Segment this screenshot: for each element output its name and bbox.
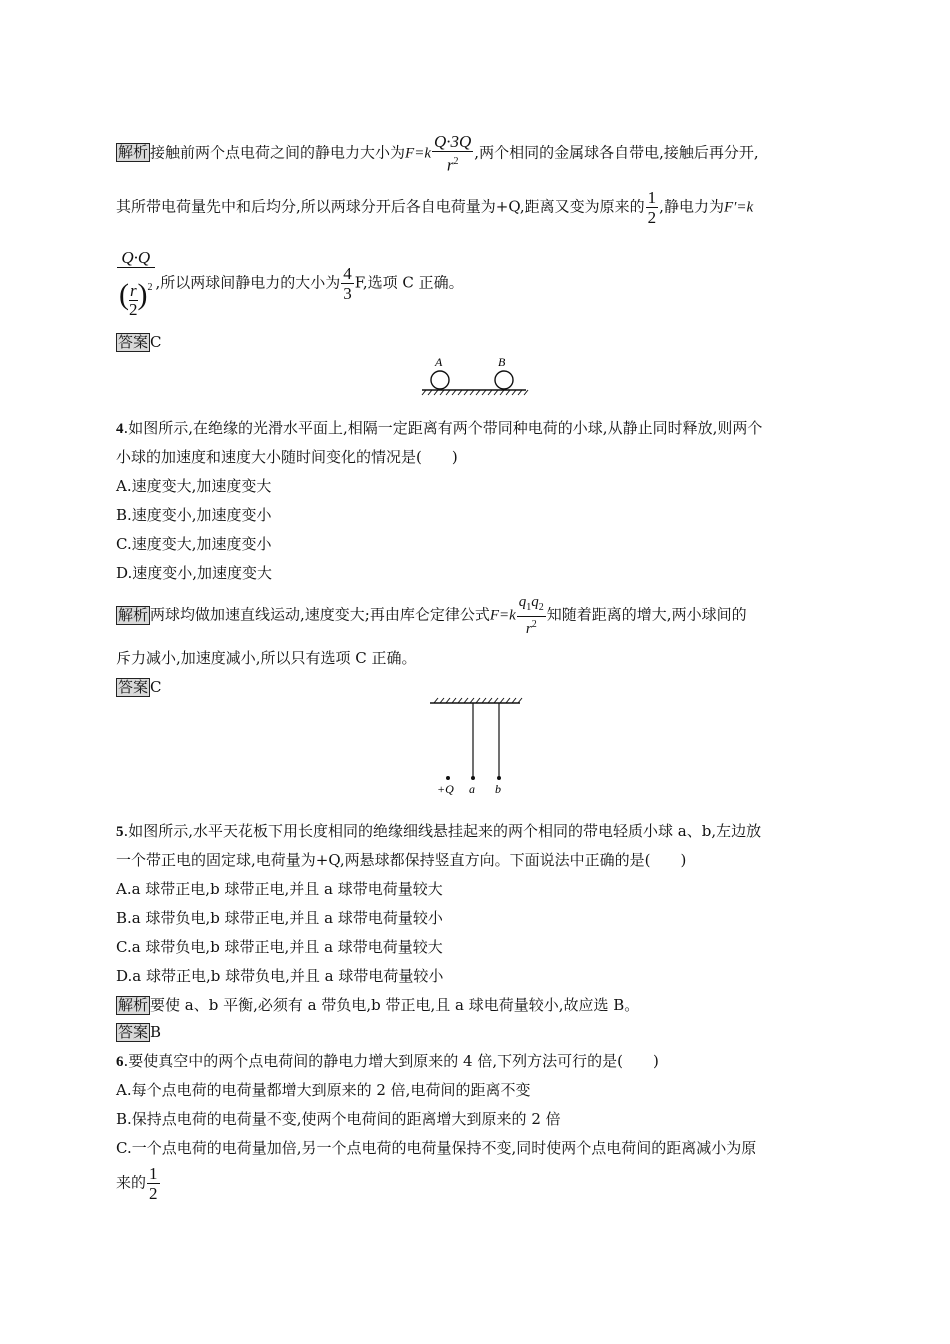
q5-option-b: B.a 球带负电,b 球带正电,并且 a 球带电荷量较小: [116, 909, 443, 927]
answer-label: 答案: [118, 678, 149, 696]
q5-answer: [116, 1022, 161, 1042]
q4-analysis-line2: 斥力减小,加速度减小,所以只有选项 C 正确。: [116, 649, 417, 667]
q3-analysis-line3: Q·Q ( $\frac{r}{2}$ )$^2$ ,所以两球间静电力的大小为 $\frac{4}{3}$ F,选项 C 正确。: [119, 248, 464, 319]
analysis-label: 解析: [118, 143, 149, 162]
answer-value: C: [150, 333, 162, 351]
q4-answer: [116, 677, 162, 697]
q4-stem-line2: 小球的加速度和速度大小随时间变化的情况是( ): [116, 448, 458, 466]
answer-label: 答案: [118, 1023, 149, 1041]
coulomb-fraction-half-distance: Q·Q ( $\frac{r}{2}$ )$^2$: [119, 248, 153, 319]
figure-two-balls: [418, 352, 530, 396]
four-thirds-fraction: $\frac{4}{3}$: [343, 264, 352, 303]
label-b: B: [498, 355, 506, 369]
q6-option-c-line2: 来的 $\frac{1}{2}$: [116, 1164, 158, 1203]
coulomb-fraction: $\frac{Q\cdot 3Q}{r^2}$: [433, 132, 472, 175]
q4-analysis-line1: 解析 两球均做加速直线运动,速度变大;再由库仑定律公式F=k $\frac{q_1q_2}{r^2}$ 知随着距离的增大,两小球间的: [118, 594, 747, 637]
q4-stem-line1: 4.如图所示,在绝缘的光滑水平面上,相隔一定距离有两个带同种电荷的小球,从静止同时释放,则两个: [116, 419, 763, 437]
coulomb-law-fraction: $\frac{q_1q_2}{r^2}$: [518, 594, 544, 637]
q3-analysis-line1: 解析 接触前两个点电荷之间的静电力大小为F=k $\frac{Q\cdot 3Q}{r^2}$ ,两个相同的金属球各自带电,接触后再分开,: [118, 132, 759, 175]
q6-option-a: A.每个点电荷的电荷量都增大到原来的 2 倍,电荷间的距离不变: [116, 1081, 531, 1099]
ball-a: [431, 371, 449, 389]
q5-analysis: 解析 要使 a、b 平衡,必须有 a 带负电,b 带正电,且 a 球电荷量较小,故应选 B。: [118, 996, 640, 1014]
label-b: b: [495, 782, 501, 796]
ball-b: [497, 776, 501, 780]
label-q: +Q: [437, 782, 454, 796]
ball-a: [471, 776, 475, 780]
ball-b: [495, 371, 513, 389]
q6-option-b: B.保持点电荷的电荷量不变,使两个电荷间的距离增大到原来的 2 倍: [116, 1110, 561, 1128]
analysis-label: 解析: [118, 996, 149, 1014]
q4-option-d: D.速度变小,加速度变大: [116, 564, 273, 582]
label-a: a: [469, 782, 475, 796]
q6-stem: 6.要使真空中的两个点电荷间的静电力增大到原来的 4 倍,下列方法可行的是( ): [116, 1052, 659, 1070]
charge-q: [446, 776, 450, 780]
q4-option-a: A.速度变大,加速度变大: [116, 477, 272, 495]
q5-option-c: C.a 球带负电,b 球带正电,并且 a 球带电荷量较大: [116, 938, 443, 956]
q3-answer: [116, 332, 162, 352]
q5-option-d: D.a 球带正电,b 球带负电,并且 a 球带电荷量较小: [116, 967, 444, 985]
label-a: A: [435, 355, 443, 369]
q4-option-b: B.速度变小,加速度变小: [116, 506, 272, 524]
q5-option-a: A.a 球带正电,b 球带正电,并且 a 球带电荷量较大: [116, 880, 443, 898]
q5-stem-line2: 一个带正电的固定球,电荷量为+Q,两悬球都保持竖直方向。下面说法中正确的是( ): [116, 851, 687, 869]
q5-stem-line1: 5.如图所示,水平天花板下用长度相同的绝缘细线悬挂起来的两个相同的带电轻质小球 a、b,左边放: [116, 822, 762, 840]
answer-value: B: [150, 1023, 162, 1041]
half-fraction: $\frac{1}{2}$: [647, 188, 657, 227]
figure-hanging-balls: [428, 696, 528, 800]
answer-value: C: [150, 678, 162, 696]
q6-option-c-line1: C.一个点电荷的电荷量加倍,另一个点电荷的电荷量保持不变,同时使两个点电荷间的距离减小为原: [116, 1139, 757, 1157]
half-fraction: $\frac{1}{2}$: [149, 1164, 158, 1203]
answer-label: 答案: [118, 333, 149, 351]
q3-analysis-line2: 其所带电荷量先中和后均分,所以两球分开后各自电荷量为+Q,距离又变为原来的 $\frac{1}{2}$ ,静电力为F′=k: [116, 188, 754, 227]
analysis-label: 解析: [118, 605, 149, 624]
q4-option-c: C.速度变大,加速度变小: [116, 535, 272, 553]
